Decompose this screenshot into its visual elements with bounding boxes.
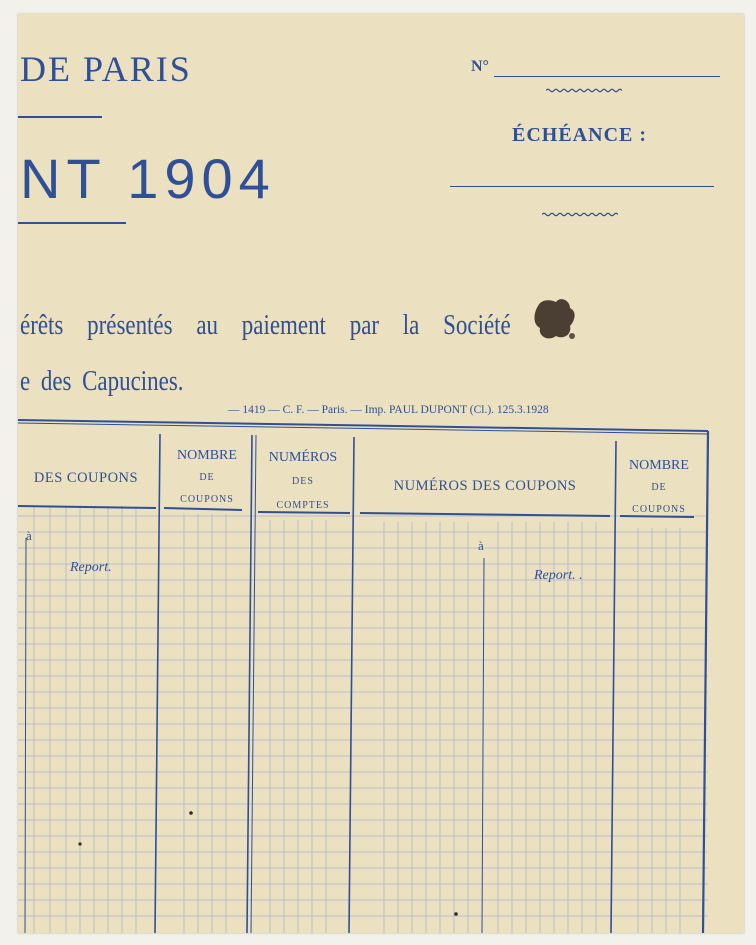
year-underline	[18, 222, 126, 224]
col-header-coupons-2: COUPONS	[632, 504, 686, 515]
printer-imprint: — 1419 — C. F. — Paris. — Imp. PAUL DUPONT (Cl.). 125.3.1928	[228, 404, 549, 416]
echeance-field-line	[450, 186, 714, 187]
document-sheet	[18, 14, 744, 933]
title-underline	[18, 116, 102, 118]
header-year: NT 1904	[20, 147, 276, 210]
range-mark-2: à	[478, 538, 484, 553]
col-header-numeros-des-coupons: NUMÉROS DES COUPONS	[393, 478, 577, 494]
echeance-flourish	[542, 212, 618, 217]
report-label-2: Report. .	[534, 568, 583, 583]
body-text-line-1: érêts présentés au paiement par la Société	[20, 310, 511, 341]
col-header-numeros: NUMÉROS	[268, 450, 338, 465]
numero-label: N°	[471, 58, 489, 75]
numero-flourish	[546, 88, 622, 93]
report-label-1: Report.	[70, 560, 112, 575]
range-mark-1: à	[26, 528, 32, 543]
col-header-des-coupons: DES COUPONS	[33, 470, 139, 486]
body-text-line-2: e des Capucines.	[20, 366, 184, 397]
col-header-comptes: COMPTES	[276, 500, 330, 511]
coupon-table	[18, 418, 744, 933]
col-header-de-2: DE	[651, 482, 667, 493]
echeance-label: ÉCHÉANCE :	[512, 124, 648, 146]
ink-stain	[530, 296, 578, 342]
col-header-nombre-2: NOMBRE	[629, 458, 689, 473]
col-header-des: DES	[292, 476, 314, 487]
col-header-coupons-1: COUPONS	[180, 494, 234, 505]
col-header-de-1: DE	[199, 472, 215, 483]
col-header-nombre-1: NOMBRE	[177, 448, 237, 463]
header-title: DE PARIS	[20, 49, 192, 89]
numero-field-line	[494, 76, 720, 77]
